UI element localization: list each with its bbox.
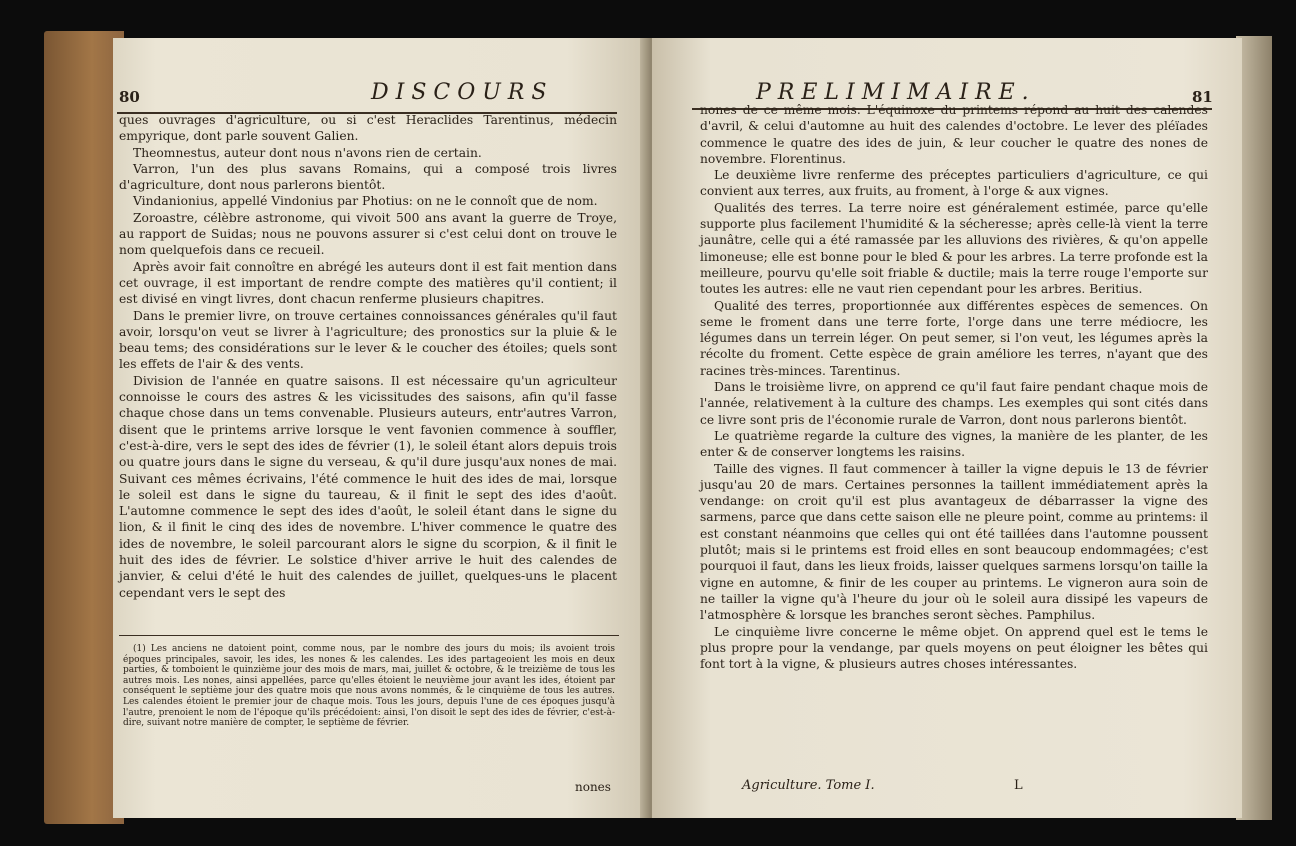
paragraph: Theomnestus, auteur dont nous n'avons rien de certain. (133, 145, 482, 160)
paragraph: Zoroastre, célèbre astronome, qui vivoit 500 ans avant la guerre de Troye, au rapport de Suidas; nous ne pouvons assurer si c'est celui dont on trouve le nom quelquefois dans ce recueil. (119, 210, 617, 258)
paragraph: nones de ce même mois. L'équinoxe du printems répond au huit des calendes d'avril, & celui d'automne au huit des calendes d'octobre. Le lever des pléïades commence le quatre des ides de juin, & leur coucher le quatre des nones de novembre. Florentinus. (700, 103, 1208, 166)
paragraph: Le quatrième regarde la culture des vignes, la manière de les planter, de les enter & de conserver longtems les raisins. (700, 428, 1208, 460)
paragraph: Vindanionius, appellé Vindonius par Photius: on ne le connoît que de nom. (133, 194, 598, 209)
paragraph: Taille des vignes. Il faut commencer à tailler la vigne depuis le 13 de février jusqu'au 20 de mars. Certaines personnes la taillent immédiatement après la vendange: on croit qu'il est plus avantageux de débarrasser la vigne des sarmens, parce que dans cette saison elle ne pleure point, comme au printems: il est constant néanmoins que celles qui ont été taillées dans l'automne poussent plutôt; mais si le printems est froid elles en sont beaucoup endommagées; c'est pourquoi il faut, dans les lieux froids, laisser quelques sarmens lorsqu'on taille la vigne en automne, & finir de les couper au printems. Le vigneron aura soin de ne tailler la vigne qu'à l'heure du jour où le soleil aura dissipé les vapeurs de l'atmosphère & lorsque les branches seront sèches. Pamphilus. (700, 461, 1208, 623)
paragraph: ques ouvrages d'agriculture, ou si c'est Heraclides Tarentinus, médecin empyrique, dont parle souvent Galien. (119, 113, 617, 144)
footnote-rule (119, 635, 619, 636)
footnote (123, 644, 615, 729)
paragraph: Le deuxième livre renferme des préceptes particuliers d'agriculture, ce qui convient aux terres, aux fruits, au froment, à l'orge & aux vignes. (700, 168, 1208, 199)
left-page (113, 38, 648, 818)
signature-line: Agriculture. Tome I. (742, 778, 875, 793)
catchword: nones (575, 780, 611, 794)
main-text (700, 102, 1208, 672)
running-title: PRELIMIMAIRE. (756, 80, 1036, 105)
book-cover-left (44, 31, 124, 824)
right-page (652, 38, 1242, 818)
paragraph: Qualités des terres. La terre noire est généralement estimée, parce qu'elle supporte plus facilement l'humidité & la sécheresse; après celle-là vient la terre jaunâtre, celle qui a été ramassée par les alluvions des rivières, & qu'on appelle limoneuse; elle est bonne pour le bled & pour les arbres. La terre profonde est la meilleure, pourvu qu'elle soit friable & ductile; mais la terre rouge l'emporte sur toutes les autres: elle ne vaut rien cependant pour les arbres. Beritius. (700, 200, 1208, 297)
page-number: 80 (119, 88, 140, 106)
running-title: DISCOURS (371, 80, 554, 105)
paragraph: Varron, l'un des plus savans Romains, qui a composé trois livres d'agriculture, dont nous parlerons bientôt. (119, 161, 617, 193)
footnote-text: (1) Les anciens ne datoient point, comme nous, par le nombre des jours du mois; ils avoient trois époques principales, savoir, les ides, les nones & les calendes. Les ides partageoient les mois en deux parties, & tomboient le quinzième jour des mois de mars, mai, juillet & octobre, & le treizième de tous les autres mois. Les nones, ainsi appellées, parce qu'elles étoient le neuvième jour avant les ides, étoient par conséquent le septième jour des quatre mois que nous avons nommés, & le cinquième de tous les autres. Les calendes étoient le premier jour de chaque mois. Tous les jours, depuis l'une de ces époques jusqu'à l'autre, prenoient le nom de l'époque qu'ils précédoient: ainsi, l'on disoit le sept des ides de février, c'est-à-dire, suivant notre manière de compter, le septième de février. (123, 644, 615, 729)
paragraph: Qualité des terres, proportionnée aux différentes espèces de semences. On seme le froment dans une terre forte, l'orge dans une terre médiocre, les légumes dans un terrein léger. On peut semer, si l'on veut, les légumes après la récolte du froment. Cette espèce de grain améliore les terres, n'ayant que des racines très-minces. Tarentinus. (700, 298, 1208, 378)
paragraph: Division de l'année en quatre saisons. Il est nécessaire qu'un agriculteur connoisse le cours des astres & les vicissitudes des saisons, afin qu'il fasse chaque chose dans un tems convenable. Plusieurs auteurs, entr'autres Varron, disent que le printems arrive lorsque le vent favonien commence à souffler, c'est-à-dire, vers le sept des ides de février (1), le soleil étant alors depuis trois ou quatre jours dans le signe du verseau, & qu'il dure jusqu'aux nones de mai. Suivant ces mêmes écrivains, l'été commence le huit des ides de mai, lorsque le soleil est dans le signe du taureau, & il finit le sept des ides d'août. L'automne commence le sept des ides d'août, le soleil étant dans le signe du lion, & il finit le cinq des ides de novembre. L'hiver commence le quatre des ides de novembre, le soleil parcourant alors le signe du scorpion, & il finit le huit des ides de février. Le solstice d'hiver arrive le huit des calendes de janvier, & celui d'été le huit des calendes de juillet, quelques-uns le placent cependant vers le sept des (119, 373, 617, 600)
paragraph: Dans le premier livre, on trouve certaines connoissances générales qu'il faut avoir, lorsqu'on veut se livrer à l'agriculture; des pronostics sur la pluie & le beau tems; des considérations sur le lever & le coucher des étoiles; quels sont les effets de l'air & des vents. (119, 308, 617, 372)
paragraph: Le cinquième livre concerne le même objet. On apprend quel est le tems le plus propre pour la vendange, par quels moyens on peut éloigner les bêtes qui font tort à la vigne, & plusieurs autres choses intéressantes. (700, 624, 1208, 672)
page-number: 81 (1192, 88, 1213, 106)
signature-mark: L (1014, 778, 1023, 793)
main-text (119, 112, 617, 601)
paragraph: Dans le troisième livre, on apprend ce qu'il faut faire pendant chaque mois de l'année, relativement à la culture des champs. Les exemples qui sont cités dans ce livre sont pris de l'économie rurale de Varron, dont nous parlerons bientôt. (700, 380, 1208, 427)
paragraph: Après avoir fait connoître en abrégé les auteurs dont il est fait mention dans cet ouvrage, il est important de rendre compte des matières qu'il contient; il est divisé en vingt livres, dont chacun renferme plusieurs chapitres. (119, 259, 617, 307)
